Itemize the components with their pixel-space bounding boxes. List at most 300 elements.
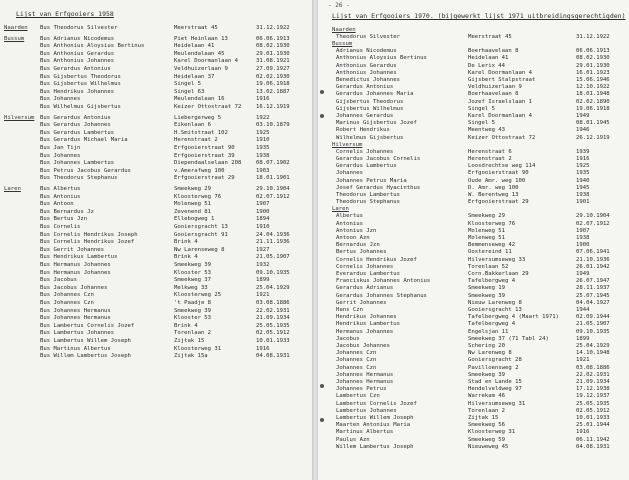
birth-date: 19.06.1918: [256, 81, 290, 88]
birth-date: 06.06.1913: [256, 35, 290, 42]
birth-date: 29.10.1904: [576, 213, 610, 220]
margin-mark: [320, 90, 324, 94]
person-name: Antonius Jzn: [336, 227, 377, 234]
birth-date: 08.02.1930: [256, 43, 290, 50]
person-name: Albertus: [336, 213, 363, 220]
person-name: Bus Gijsbertus Wilhelmus: [40, 81, 121, 88]
list-item: [318, 429, 629, 436]
list-item: [318, 192, 629, 199]
person-name: Lambertus Johannes: [336, 407, 397, 414]
address: Torenlaan 52: [468, 263, 509, 270]
list-item: [0, 315, 312, 322]
list-item: [0, 122, 312, 129]
address: Erfgooierstraat 90: [468, 170, 529, 177]
person-name: Bus Cornelis: [40, 224, 81, 230]
list-item: [318, 213, 629, 220]
person-name: Bus Gerardus Lambertus: [40, 129, 115, 136]
list-item: [318, 264, 629, 271]
list-item: [0, 300, 312, 307]
person-name: Antonius: [336, 220, 363, 227]
birth-date: 10.01.1933: [256, 338, 290, 344]
list-item: [318, 34, 629, 41]
birth-date: 16.01.1923: [576, 69, 610, 76]
address: Nieuweweg 45: [468, 443, 509, 450]
list-item: [0, 25, 312, 32]
birth-date: 1921: [576, 357, 590, 364]
person-name: Bus Adrianus Nicodemus: [40, 35, 115, 42]
address: Tafelbergweg 4: [468, 321, 516, 328]
address: Gooiersgracht 28: [468, 357, 522, 364]
birth-date: 09.10.1935: [256, 269, 290, 276]
address: Meerstraat 45: [174, 25, 218, 31]
birth-date: 31.12.1922: [256, 25, 290, 31]
list-item: [318, 285, 629, 292]
address: Kloosterweg 31: [174, 345, 222, 352]
birth-date: 1900: [576, 242, 590, 249]
margin-mark: [320, 418, 324, 422]
list-item: [318, 393, 629, 400]
address: Kloosterweg 76: [468, 220, 516, 227]
list-item: [318, 365, 629, 372]
page-title: Lijst van Erfgooiers 1958: [16, 10, 114, 18]
birth-date: 26.01.1942: [576, 263, 610, 270]
person-name: Gijsbertus Wilhelmus: [336, 105, 404, 112]
birth-date: 22.02.1931: [256, 307, 290, 314]
birth-date: 21.05.1907: [256, 254, 290, 261]
section-heading: Bussum: [332, 41, 353, 48]
birth-date: 02.09.1944: [576, 314, 610, 321]
address: Torenlaan 2: [468, 407, 506, 414]
birth-date: 02.05.1912: [576, 407, 610, 414]
list-item: [318, 379, 629, 386]
address: Karel Doormanlaan 4: [468, 69, 532, 76]
person-name: Maarten Antonius Maria: [336, 422, 411, 429]
list-item: [318, 408, 629, 415]
address: Erfgooierstraat 90: [174, 145, 235, 151]
page-number: - 26 -: [328, 2, 350, 9]
person-name: Gerardus Antonius: [336, 84, 394, 91]
address: Warrekam 46: [468, 393, 506, 400]
address: Engelsjan 11: [468, 328, 509, 335]
section-heading: Laren: [332, 206, 349, 213]
birth-date: 08.01.1945: [576, 120, 610, 127]
birth-date: 21.09.1934: [256, 315, 290, 322]
person-name: Bus Jacobus: [40, 277, 78, 284]
address: Veldhuizerlaan 9: [174, 66, 228, 72]
person-name: Robert Hendrikus: [336, 127, 390, 134]
address: Oostereind 11: [468, 249, 512, 256]
person-name: Gerardus Lambertus: [336, 163, 397, 170]
list-item: [0, 74, 312, 81]
person-name: Bus Johannes: [40, 96, 81, 103]
list-item: [0, 168, 312, 175]
list-item: [0, 247, 312, 254]
address: Ellebogweg 1: [174, 216, 215, 223]
list-item: [0, 96, 312, 103]
person-name: Everardus Lambertus: [336, 271, 400, 277]
person-name: Bus Petrus Jacobus Gerardus: [40, 167, 131, 174]
birth-date: 1900: [256, 208, 270, 215]
birth-date: 29.01.1930: [576, 62, 610, 69]
person-name: Bus Gerardus Johannes: [40, 122, 111, 129]
birth-date: 1910: [256, 137, 270, 144]
birth-date: 1935: [256, 145, 270, 151]
person-name: Cornelis Johannes: [336, 148, 394, 155]
birth-date: 12.10.1922: [576, 84, 610, 91]
address: Smeekweg 56: [468, 422, 506, 429]
list-item: [0, 201, 312, 208]
page-title: Lijst van Erfgooiers 1970. (bijgewerkt lijst 1971 uitbreidingsgerechtigden): [332, 12, 626, 20]
person-name: Willem Lambertus Joseph: [336, 443, 414, 450]
list-item: [318, 113, 629, 120]
person-name: Johannes: [336, 170, 363, 177]
birth-date: 14.10.1948: [576, 350, 610, 357]
list-item: [0, 254, 312, 261]
person-name: Anthonius Johannes: [336, 69, 397, 76]
list-item: [318, 293, 629, 300]
address: Smeekweg 37: [174, 277, 212, 284]
birth-date: 1899: [256, 277, 270, 284]
address: Zevenend 81: [174, 208, 212, 215]
list-item: [318, 372, 629, 379]
birth-date: 16.12.1919: [256, 104, 290, 110]
birth-date: 25.05.1935: [576, 400, 610, 407]
birth-date: 31.12.1922: [576, 34, 610, 40]
person-name: Gerardus Johannes Maria: [336, 91, 414, 98]
birth-date: 18.01.1948: [576, 91, 610, 98]
section-heading: Naarden: [332, 27, 356, 33]
person-name: Jacobus: [336, 335, 360, 342]
person-name: Bus Johannes Czn: [40, 300, 94, 306]
list-item: [0, 292, 312, 299]
person-name: Bus Hendrikus Lambertus: [40, 254, 118, 261]
person-name: Johannes Czn: [336, 350, 377, 357]
person-name: Johannes Hermanus: [336, 371, 394, 378]
address: Diependaalselaan 208: [174, 160, 242, 167]
address: Gooiersgracht 13: [174, 224, 228, 230]
person-name: Lambertus Cornelis Jozef: [336, 400, 417, 407]
address: Meentweg 43: [468, 127, 506, 134]
birth-date: 25.01.1944: [576, 422, 610, 429]
birth-date: 1925: [576, 163, 590, 170]
address: Nw Larenweg 8: [468, 350, 512, 357]
address: Zijtak 15: [468, 415, 499, 421]
right-page: [318, 0, 629, 480]
section-heading: Hilversum: [4, 114, 35, 121]
birth-date: 08.02.1930: [576, 55, 610, 62]
list-item: [0, 66, 312, 73]
list-item: [0, 239, 312, 246]
list-item: [318, 127, 629, 134]
list-item: [318, 91, 629, 98]
list-item: [318, 99, 629, 106]
address: Schering 20: [468, 343, 506, 349]
person-name: Bus Antoon: [40, 201, 74, 208]
list-item: [318, 163, 629, 170]
person-name: Bus Johannes Lambertus: [40, 160, 115, 167]
list-item: [0, 262, 312, 269]
birth-date: 04.04.1927: [576, 299, 610, 306]
birth-date: 02.02.1890: [576, 98, 610, 105]
person-name: Marinus Gijsbertus Jozef: [336, 120, 417, 127]
person-name: Bus Hermanus Johannes: [40, 262, 111, 268]
list-item: [318, 84, 629, 91]
address: Gijsbert Stalpstraat: [468, 77, 536, 83]
address: W. Berentweg 13: [468, 192, 519, 198]
list-item: [0, 36, 312, 43]
birth-date: 22.02.1931: [576, 371, 610, 378]
list-item: [318, 156, 629, 163]
address: Brink 4: [174, 254, 198, 261]
person-name: Bus Lambertus Johannes: [40, 330, 115, 337]
birth-date: 25.04.1929: [576, 343, 610, 349]
list-item: [0, 130, 312, 137]
list-item: [0, 346, 312, 353]
birth-date: 17.12.1938: [576, 386, 610, 393]
person-name: Bus Johannes Hermanus: [40, 307, 111, 314]
address: Veldhuizerlaan 9: [468, 84, 522, 91]
person-name: Bus Hendrikus Johannes: [40, 88, 115, 95]
birth-date: 02.07.1912: [256, 193, 290, 200]
address: Oude Amr. weg 100: [468, 177, 526, 184]
birth-date: 02.07.1912: [576, 220, 610, 227]
list-item: [318, 336, 629, 343]
person-name: Hermanus Johannes: [336, 328, 394, 335]
list-item: [0, 216, 312, 223]
address: Singel 5: [468, 120, 495, 127]
birth-date: 21.09.1934: [576, 379, 610, 385]
address: Piet Heinlaan 13: [174, 35, 228, 42]
margin-mark: [320, 114, 324, 118]
list-item: [0, 353, 312, 360]
person-name: Theodorus Lambertus: [336, 192, 400, 198]
person-name: Bus Anthonius Aloysius Bertinus: [40, 43, 145, 50]
list-item: [318, 249, 629, 256]
birth-date: 21.05.1907: [576, 321, 610, 328]
birth-date: 1945: [576, 184, 590, 191]
list-item: [0, 51, 312, 58]
list-item: [0, 153, 312, 160]
section-heading: Naarden: [4, 25, 28, 31]
address: Karel Doormanlaan 4: [174, 58, 238, 65]
address: Smeekweg 59: [468, 436, 506, 443]
address: Tafelbergweg 4: [468, 278, 516, 285]
birth-date: 08.07.1902: [256, 160, 290, 167]
list-item: [318, 106, 629, 113]
address: Erfgooierstraat 29: [468, 199, 529, 206]
list-item: [0, 115, 312, 122]
person-name: Bus Hermanus Johannes: [40, 269, 111, 276]
person-name: Wilhelmus Gijsbertus: [336, 134, 404, 141]
list-item: [0, 224, 312, 231]
list-item: [318, 55, 629, 62]
address: Meulendalaan 16: [174, 96, 225, 103]
person-name: Bus Antonius: [40, 193, 81, 200]
person-name: Gerardus Adrianus: [336, 285, 394, 292]
margin-mark: [320, 384, 324, 388]
birth-date: 19.12.1937: [576, 393, 610, 400]
list-item: [0, 81, 312, 88]
person-name: Lambertus Willem Joseph: [336, 415, 414, 421]
birth-date: 1938: [256, 152, 270, 159]
person-name: Benedictus Johannes: [336, 77, 400, 83]
person-name: Bus Willem Lambertus Joseph: [40, 353, 131, 360]
list-item: [0, 338, 312, 345]
birth-date: 04.08.1931: [256, 353, 290, 360]
list-item: [318, 300, 629, 307]
address: Erfgooierstraat 39: [174, 152, 235, 159]
birth-date: 1938: [576, 235, 590, 241]
birth-date: 1946: [576, 127, 590, 134]
address: Heidelaan 41: [174, 43, 215, 50]
person-name: Bus Gerrit Johannes: [40, 246, 104, 253]
person-name: Gerardus Johannes Stephanus: [336, 292, 427, 299]
list-item: [318, 228, 629, 235]
person-name: Bus Bernardus Jz: [40, 208, 94, 215]
address: Meulendalaan 45: [174, 50, 225, 57]
person-name: Bus Anthonius Johannes: [40, 58, 115, 65]
list-item: [318, 199, 629, 206]
list-item: [318, 307, 629, 314]
list-item: [318, 314, 629, 321]
person-name: Bus Lambertus Willem Joseph: [40, 338, 131, 344]
address: Smeekweg 29: [468, 213, 506, 220]
address: Molenweg 51: [174, 201, 212, 208]
person-name: Cornelis Hendrikus Jozef: [336, 256, 417, 263]
birth-date: 1949: [576, 113, 590, 119]
birth-date: 19.06.1918: [576, 105, 610, 112]
person-name: Bus Bertus Jzn: [40, 216, 88, 223]
list-item: [0, 209, 312, 216]
person-name: Bus Anthonius Gerardus: [40, 50, 115, 57]
person-name: Theodorus Silvester: [336, 34, 400, 40]
birth-date: 1939: [576, 148, 590, 155]
address: Brink 4: [174, 239, 198, 246]
list-item: [0, 232, 312, 239]
address: 't Paadje 8: [174, 300, 212, 306]
person-name: Bus Gerardus Michael Maria: [40, 137, 128, 144]
list-item: [0, 137, 312, 144]
list-item: [0, 145, 312, 152]
birth-date: 1916: [256, 96, 270, 103]
address: Gooiersgracht 91: [174, 231, 228, 238]
address: D. Amr. weg 100: [468, 184, 519, 191]
list-item: [0, 330, 312, 337]
birth-date: 28.11.1937: [576, 285, 610, 292]
list-item: [318, 221, 629, 228]
address: Hilversumseweg 33: [468, 256, 526, 263]
birth-date: 1922: [256, 114, 270, 121]
address: Gooiersgracht 13: [468, 307, 522, 313]
person-name: Johannes Petrus Maria: [336, 177, 407, 184]
address: Zijtak 15: [174, 338, 205, 344]
person-name: Johannes Czn: [336, 364, 377, 371]
address: Hilversumseweg 31: [468, 400, 526, 407]
address: Meerstraat 45: [468, 34, 512, 40]
person-name: Gerardus Jacobus Cornelis: [336, 156, 421, 162]
address: De Lerix 44: [468, 62, 506, 69]
person-name: Bus Theodorus Stephanus: [40, 175, 118, 182]
birth-date: 31.08.1921: [256, 58, 290, 65]
address: Heidelaan 41: [468, 55, 509, 62]
birth-date: 02.05.1912: [256, 330, 290, 337]
birth-date: 25.04.1929: [256, 284, 290, 291]
person-name: Bus Theodorus Silvester: [40, 25, 118, 31]
list-item: [0, 194, 312, 201]
person-name: Bus Cornelis Hendrikus Joseph: [40, 231, 138, 238]
address: v.Amerafweg 100: [174, 167, 225, 174]
list-item: [318, 357, 629, 364]
person-name: Bus Gijsbertus Theodorus: [40, 73, 121, 80]
address: Smeekweg 39: [468, 371, 506, 378]
address: Loosdrechtse weg 114: [468, 163, 536, 170]
section-heading: Laren: [4, 186, 21, 192]
birth-date: 07.06.1941: [576, 249, 610, 256]
address: Nw Larenseweg 8: [174, 246, 225, 253]
section-heading: Hilversum: [332, 141, 363, 148]
left-page: [0, 0, 312, 480]
list-item: [0, 277, 312, 284]
address: Keizer Ottostraat 72: [468, 134, 536, 141]
birth-date: 25.05.1935: [256, 322, 290, 329]
list-item: [318, 185, 629, 192]
address: Molenweg 51: [468, 227, 506, 234]
birth-date: 03.10.1879: [256, 122, 290, 129]
list-item: [318, 235, 629, 242]
birth-date: 1901: [576, 199, 590, 206]
list-item: [0, 175, 312, 182]
list-item: [318, 321, 629, 328]
address: Heidelaan 37: [174, 73, 215, 80]
person-name: Bus Jan Tijn: [40, 145, 81, 151]
birth-date: 1932: [256, 262, 270, 268]
person-name: Bertus Johannes: [336, 249, 387, 256]
birth-date: 04.08.1931: [576, 443, 610, 450]
list-item: [318, 48, 629, 55]
address: Kloosterweg 31: [468, 429, 516, 436]
list-item: [318, 271, 629, 278]
address: Boerhaavelaan 8: [468, 91, 519, 98]
birth-date: 1916: [576, 156, 590, 162]
birth-date: 21.11.1936: [256, 239, 290, 246]
birth-date: 03.08.1886: [256, 300, 290, 306]
person-name: Bus Martinus Albertus: [40, 345, 111, 352]
person-name: Bus Cornelis Hendrikus Jozef: [40, 239, 135, 246]
list-item: [318, 415, 629, 422]
birth-date: 15.06.1946: [576, 77, 610, 83]
list-item: [318, 77, 629, 84]
list-item: [0, 186, 312, 193]
birth-date: 1907: [576, 227, 590, 234]
address: Singel 5: [174, 81, 201, 88]
person-name: Cornelis Johannes: [336, 263, 394, 270]
list-item: [318, 149, 629, 156]
birth-date: 1894: [256, 216, 270, 223]
birth-date: 06.11.1942: [576, 436, 610, 443]
birth-date: 1927: [256, 246, 270, 253]
list-item: [318, 257, 629, 264]
person-name: Johannes Gerardus: [336, 113, 394, 119]
person-name: Bus Lambertus Cornelis Jozef: [40, 322, 135, 329]
birth-date: 1921: [256, 292, 270, 299]
person-name: Hans Czn: [336, 307, 363, 313]
birth-date: 1940: [576, 177, 590, 184]
list-item: [318, 401, 629, 408]
list-item: [0, 323, 312, 330]
address: Liebergerweg 5: [174, 114, 222, 121]
person-name: Bus Johannes Hermanus: [40, 315, 111, 322]
list-item: [0, 89, 312, 96]
